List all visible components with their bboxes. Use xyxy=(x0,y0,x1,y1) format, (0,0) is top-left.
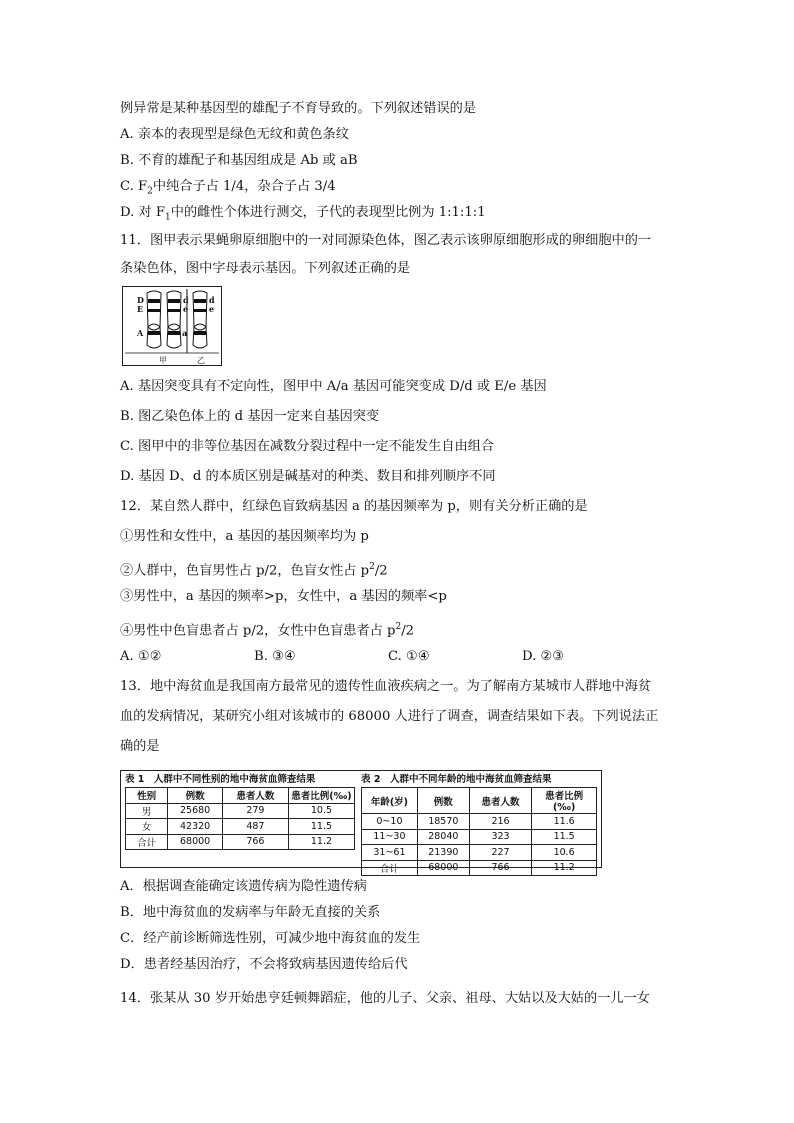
table-cell: 0~10 xyxy=(362,814,418,830)
table-2-caption: 表 2 人群中不同年龄的地中海贫血筛查结果 xyxy=(361,774,552,785)
q13-stem-1: 13．地中海贫血是我国南方最常见的遗传性血液疾病之一。为了解南方某城市人群地中海贫 xyxy=(120,679,652,694)
q13-option-c: C．经产前诊断筛选性别，可减少地中海贫血的发生 xyxy=(120,931,421,946)
q13-stem-2: 血的发病情况，某研究小组对该城市的 68000 人进行了调查，调查结果如下表。下列说法正 xyxy=(120,709,659,724)
gene-label-a: a xyxy=(182,328,188,338)
q12-statement-3: ③男性中，a 基因的频率>p，女性中，a 基因的频率<p xyxy=(120,589,447,604)
q11-option-a: A. 基因突变具有不定向性，图甲中 A/a 基因可能突变成 D/d 或 E/e 基因 xyxy=(120,379,547,394)
table-1-header: 患者人数 xyxy=(222,788,288,804)
table-cell: 766 xyxy=(222,834,288,850)
figure-label-jia: 甲 xyxy=(159,356,167,365)
table-cell: 28040 xyxy=(417,829,469,845)
q10-option-b: B. 不育的雄配子和基因组成是 Ab 或 aB xyxy=(120,153,358,168)
q14-stem-1: 14．张某从 30 岁开始患亨廷顿舞蹈症，他的儿子、父亲、祖母、大姑以及大姑的一儿一女 xyxy=(120,991,650,1006)
table-cell: 女 xyxy=(126,819,168,835)
table-1-caption: 表 1 人群中不同性别的地中海贫血筛查结果 xyxy=(125,774,316,785)
table-row xyxy=(362,814,597,830)
q12-options xyxy=(120,642,680,672)
q12-statement-1: ①男性和女性中，a 基因的基因频率均为 p xyxy=(120,529,369,544)
gene-label-e2: e xyxy=(209,304,215,314)
exam-page xyxy=(120,96,680,1014)
q11-stem-1: 11．图甲表示果蝇卵原细胞中的一对同源染色体，图乙表示该卵原细胞形成的卵细胞中的一 xyxy=(120,233,652,248)
table-1-grid xyxy=(125,787,355,850)
table-cell: 合计 xyxy=(126,834,168,850)
table-cell: 42320 xyxy=(168,819,223,835)
q10-option-a: A. 亲本的表现型是绿色无纹和黄色条纹 xyxy=(120,127,349,142)
table-2-header: 年龄(岁) xyxy=(362,788,418,814)
intro-line: 例异常是某种基因型的雄配子不育导致的。下列叙述错误的是 xyxy=(120,101,477,116)
table-row xyxy=(362,845,597,861)
gene-label-e1: e xyxy=(183,304,189,314)
table-cell: 11.2 xyxy=(288,834,354,850)
table-cell: 216 xyxy=(469,814,532,830)
table-cell: 11.5 xyxy=(532,829,597,845)
table-cell: 男 xyxy=(126,803,168,819)
table-cell: 18570 xyxy=(417,814,469,830)
q13-option-b: B．地中海贫血的发病率与年龄无直接的关系 xyxy=(120,905,381,920)
table-cell: 11.6 xyxy=(532,814,597,830)
q11-option-b: B. 图乙染色体上的 d 基因一定来自基因突变 xyxy=(120,409,380,424)
table-cell: 25680 xyxy=(168,803,223,819)
table-cell: 11.5 xyxy=(288,819,354,835)
q12-stem: 12．某自然人群中，红绿色盲致病基因 a 的基因频率为 p，则有关分析正确的是 xyxy=(120,499,588,514)
gene-label-D: D xyxy=(137,295,144,305)
table-row xyxy=(126,803,355,819)
table-cell: 合计 xyxy=(362,860,418,876)
gene-label-A: A xyxy=(137,328,144,338)
table-cell: 11~30 xyxy=(362,829,418,845)
table-2-header: 患者比例(‰) xyxy=(532,788,597,814)
chromosome-yi xyxy=(187,289,207,353)
table-1-header: 性别 xyxy=(126,788,168,804)
table-cell: 31~61 xyxy=(362,845,418,861)
q13-option-d: D．患者经基因治疗，不会将致病基因遗传给后代 xyxy=(120,957,408,972)
table-cell: 10.6 xyxy=(532,845,597,861)
chromosome-figure xyxy=(122,286,222,366)
q13-stem-3: 确的是 xyxy=(120,739,160,754)
table-2-header: 患者人数 xyxy=(469,788,532,814)
q12-option-d: D. ②③ xyxy=(522,649,565,664)
gene-label-E: E xyxy=(137,304,144,314)
table-cell: 227 xyxy=(469,845,532,861)
table-cell: 68000 xyxy=(417,860,469,876)
figure-label-yi: 乙 xyxy=(197,356,205,365)
table-row xyxy=(362,860,597,876)
q11-option-c: C. 图甲中的非等位基因在减数分裂过程中一定不能发生自由组合 xyxy=(120,439,495,454)
screening-tables xyxy=(120,770,602,875)
table-cell: 21390 xyxy=(417,845,469,861)
q12-option-a: A. ①② xyxy=(120,649,162,664)
table-1 xyxy=(125,773,355,865)
table-cell: 11.2 xyxy=(532,860,597,876)
q12-statement-4: ④男性中色盲患者占 p/2，女性中色盲患者占 $p^2/2$ xyxy=(120,622,415,639)
q12-option-b: B. ③④ xyxy=(254,649,296,664)
q12-option-c: C. ①④ xyxy=(388,649,430,664)
table-2-grid xyxy=(361,787,597,876)
table-2-header: 例数 xyxy=(417,788,469,814)
table-cell: 279 xyxy=(222,803,288,819)
q13-option-a: A．根据调查能确定该遗传病为隐性遗传病 xyxy=(120,879,367,894)
table-cell: 766 xyxy=(469,860,532,876)
q11-stem-2: 条染色体，图中字母表示基因。下列叙述正确的是 xyxy=(120,261,411,276)
table-1-header: 例数 xyxy=(168,788,223,804)
table-row xyxy=(126,819,355,835)
q10-option-d: D. 对 $F_1$中的雌性个体进行测交，子代的表现型比例为 1:1:1:1 xyxy=(120,205,486,223)
q11-option-d: D. 基因 D、d 的本质区别是碱基对的种类、数目和排列顺序不同 xyxy=(120,469,496,484)
gene-label-d1: d xyxy=(183,295,189,305)
table-2 xyxy=(361,773,597,875)
table-row xyxy=(362,829,597,845)
q12-statement-2: ②人群中，色盲男性占 p/2，色盲女性占 $p^2/2$ xyxy=(120,562,388,579)
table-cell: 10.5 xyxy=(288,803,354,819)
table-cell: 323 xyxy=(469,829,532,845)
table-1-header: 患者比例(‰) xyxy=(288,788,354,804)
table-row xyxy=(126,834,355,850)
q10-option-c: C. $F_2$中纯合子占 1/4，杂合子占 3/4 xyxy=(120,179,336,197)
gene-label-d2: d xyxy=(209,295,215,305)
table-cell: 68000 xyxy=(168,834,223,850)
table-cell: 487 xyxy=(222,819,288,835)
